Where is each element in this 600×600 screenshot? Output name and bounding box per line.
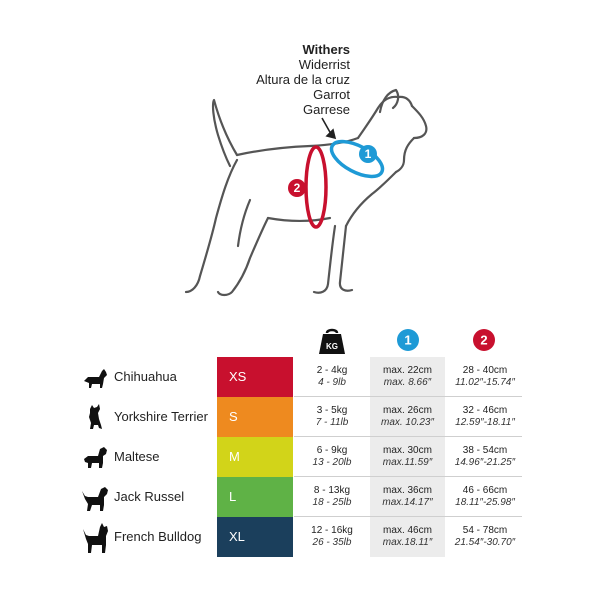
neck-number-label: 1 [364, 147, 372, 161]
breed-name: Maltese [114, 449, 160, 464]
weight-lb: 13 - 20lb [312, 457, 352, 468]
size-badge: XS [217, 357, 293, 397]
chest-cm: 54 - 78cm [462, 525, 508, 536]
breed-name: Chihuahua [114, 369, 177, 384]
withers-translation-it: Garrese [303, 102, 350, 117]
size-badge: XL [217, 517, 293, 557]
chest-in: 12.59″-18.11″ [455, 417, 515, 428]
size-row-xs [0, 357, 600, 397]
weight-cell [294, 365, 370, 389]
neck-measurement-ring [326, 134, 388, 183]
neck-cell [370, 365, 445, 389]
neck-cell [370, 525, 445, 549]
neck-in: max. 10.23″ [380, 417, 434, 428]
weight-kg: 3 - 5kg [316, 405, 348, 416]
weight-kg: 8 - 13kg [313, 485, 351, 496]
chest-in: 14.96″-21.25″ [454, 457, 516, 468]
chest-in: 11.02″-15.74″ [455, 377, 515, 388]
size-row-s [0, 397, 600, 437]
neck-in: max.14.17″ [382, 497, 433, 508]
chihuahua-silhouette-icon [80, 357, 110, 397]
row-divider [294, 516, 522, 517]
maltese-silhouette-icon [80, 437, 110, 477]
weight-cell [294, 445, 370, 469]
chest-cm: 38 - 54cm [462, 445, 508, 456]
neck-cm: max. 30cm [383, 445, 432, 456]
neck-cm: max. 36cm [383, 485, 432, 496]
weight-lb: 18 - 25lb [312, 497, 352, 508]
neck-column-header [396, 328, 420, 352]
neck-cell [370, 405, 445, 429]
chest-column-header [472, 328, 496, 352]
chest-cm: 28 - 40cm [462, 365, 508, 376]
neck-cell [370, 485, 445, 509]
weight-lb: 7 - 11lb [315, 417, 349, 428]
weight-lb: 4 - 9lb [318, 377, 346, 388]
size-row-xl [0, 517, 600, 557]
size-badge: M [217, 437, 293, 477]
breed-name: Jack Russel [114, 489, 185, 504]
svg-text:KG: KG [326, 342, 338, 351]
neck-cell [370, 445, 445, 469]
french-bulldog-silhouette-icon [80, 517, 110, 557]
chest-measurement-ring [306, 147, 326, 227]
size-badge: S [217, 397, 293, 437]
size-row-m [0, 437, 600, 477]
size-row-l [0, 477, 600, 517]
chest-cell [445, 525, 525, 549]
neck-in: max.18.11″ [382, 537, 433, 548]
yorkshire-terrier-silhouette-icon [80, 397, 110, 437]
size-badge: L [217, 477, 293, 517]
weight-cell [294, 405, 370, 429]
chest-in: 18.11″-25.98″ [455, 497, 515, 508]
chest-in: 21.54″-30.70″ [454, 537, 516, 548]
neck-in: max.11.59″ [382, 457, 433, 468]
weight-lb: 26 - 35lb [312, 537, 352, 548]
weight-cell [294, 525, 370, 549]
weight-icon [316, 326, 348, 356]
row-divider [294, 396, 522, 397]
neck-cm: max. 46cm [383, 525, 432, 536]
withers-translation-fr: Garrot [313, 87, 350, 102]
withers-translation-de: Widerrist [298, 57, 350, 72]
weight-cell [294, 485, 370, 509]
weight-kg: 12 - 16kg [311, 525, 353, 536]
withers-translation-es: Altura de la cruz [256, 72, 350, 87]
breed-name: Yorkshire Terrier [114, 409, 208, 424]
neck-cm: max. 26cm [383, 405, 432, 416]
chest-cell [445, 485, 525, 509]
breed-name: French Bulldog [114, 529, 202, 544]
jack-russel-silhouette-icon [80, 477, 110, 517]
neck-in: max. 8.66″ [383, 377, 432, 388]
withers-title: Withers [302, 42, 350, 57]
weight-kg: 2 - 4kg [316, 365, 348, 376]
chest-header-number: 2 [480, 332, 488, 348]
withers-arrow-icon [322, 118, 335, 138]
neck-cm: max. 22cm [383, 365, 432, 376]
row-divider [294, 476, 522, 477]
row-divider [294, 436, 522, 437]
chest-cm: 46 - 66cm [462, 485, 508, 496]
chest-cm: 32 - 46cm [462, 405, 508, 416]
chest-cell [445, 445, 525, 469]
chest-cell [445, 405, 525, 429]
weight-kg: 6 - 9kg [316, 445, 348, 456]
neck-header-number: 1 [404, 332, 412, 348]
chest-number-label: 2 [293, 181, 301, 195]
chest-cell [445, 365, 525, 389]
